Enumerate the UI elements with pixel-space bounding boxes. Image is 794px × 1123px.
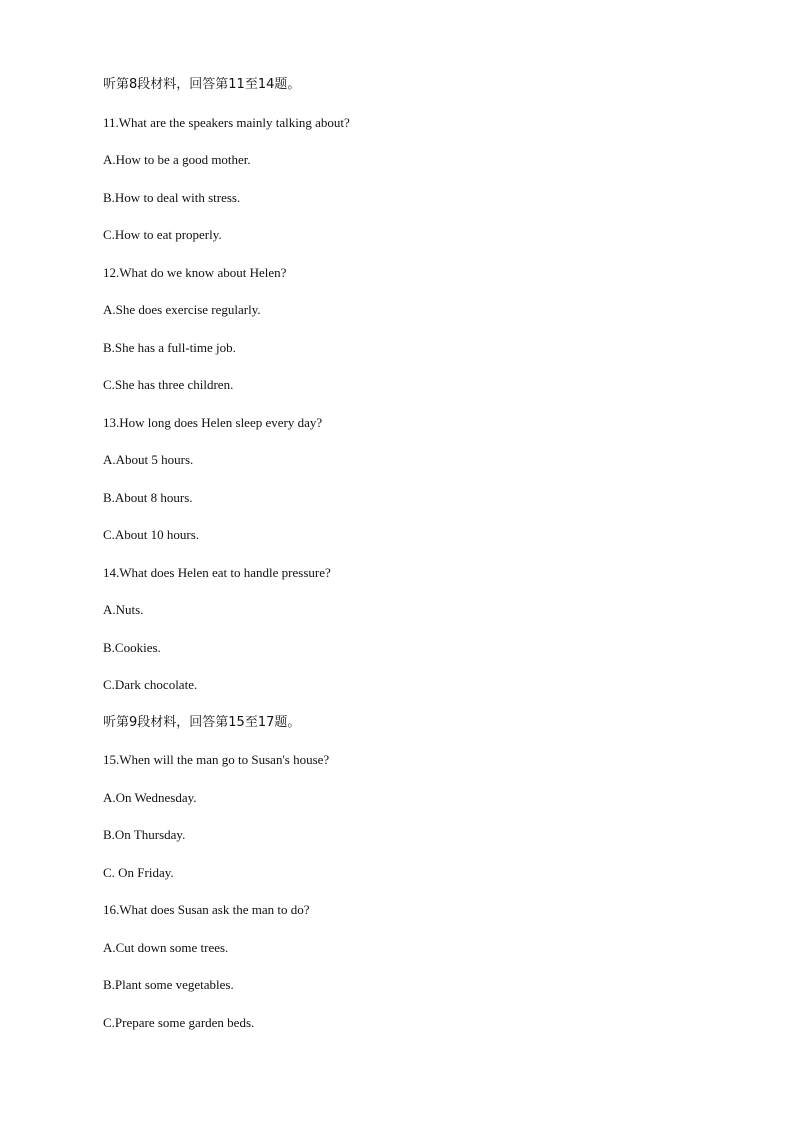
answer-option: C. On Friday. bbox=[103, 864, 174, 880]
section-heading: 听第8段材料，回答第11至14题。 bbox=[103, 77, 301, 92]
answer-option: A.On Wednesday. bbox=[103, 789, 197, 805]
question-stem: 11.What are the speakers mainly talking about? bbox=[103, 114, 350, 130]
question-stem: 13.How long does Helen sleep every day? bbox=[103, 414, 323, 430]
answer-option: A.Cut down some trees. bbox=[103, 939, 229, 955]
answer-option: A.About 5 hours. bbox=[103, 452, 194, 467]
answer-option: C.About 10 hours. bbox=[103, 527, 200, 542]
answer-option: B.Plant some vegetables. bbox=[103, 977, 234, 992]
answer-option: C.Prepare some garden beds. bbox=[103, 1014, 255, 1030]
question-stem: 15.When will the man go to Susan's house? bbox=[103, 752, 330, 767]
section-heading: 听第9段材料，回答第15至17题。 bbox=[103, 714, 301, 730]
answer-option: B.Cookies. bbox=[103, 639, 161, 655]
answer-option: A.How to be a good mother. bbox=[103, 152, 251, 167]
answer-option: A.Nuts. bbox=[103, 602, 144, 617]
answer-option: B.On Thursday. bbox=[103, 827, 186, 842]
answer-option: B.About 8 hours. bbox=[103, 489, 193, 505]
question-stem: 12.What do we know about Helen? bbox=[103, 264, 287, 280]
question-stem: 16.What does Susan ask the man to do? bbox=[103, 902, 310, 917]
answer-option: C.Dark chocolate. bbox=[103, 677, 198, 692]
question-stem: 14.What does Helen eat to handle pressure? bbox=[103, 564, 331, 580]
answer-option: C.How to eat properly. bbox=[103, 227, 222, 242]
answer-option: A.She does exercise regularly. bbox=[103, 302, 261, 317]
answer-option: B.She has a full-time job. bbox=[103, 339, 236, 355]
answer-option: C.She has three children. bbox=[103, 377, 234, 392]
answer-option: B.How to deal with stress. bbox=[103, 189, 241, 205]
exam-content bbox=[103, 76, 723, 1032]
